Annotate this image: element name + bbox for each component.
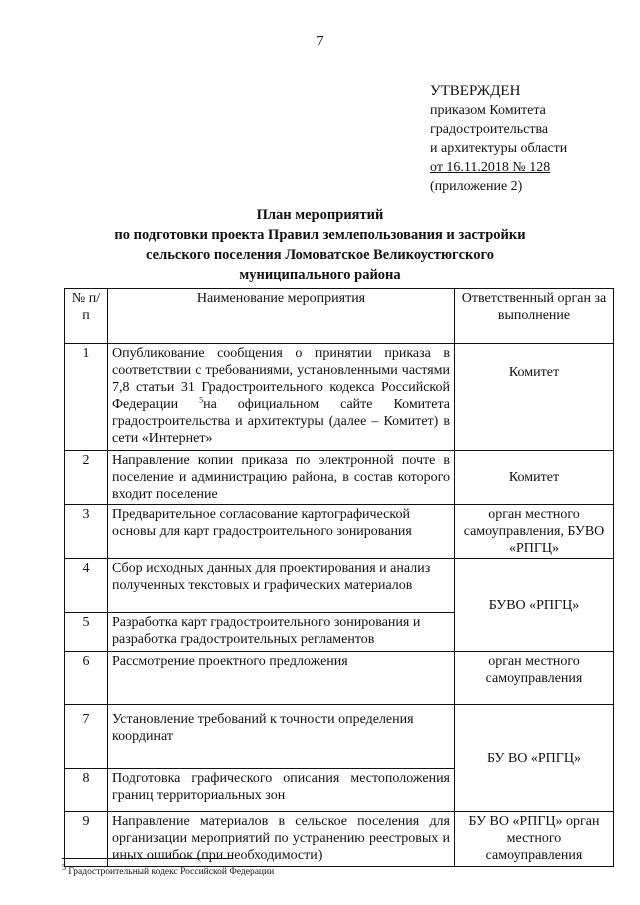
table-row bbox=[65, 344, 614, 451]
header-num: № п/п bbox=[65, 289, 108, 344]
row-name-part: Опубликование сообщения о принятии приказа в соответствии с требованиями, установленными частями 7,8 статьи 31 Градостроительного кодекса Российской Федерации bbox=[112, 346, 450, 412]
title-line: по подготовки проекта Правил землепользования и застройки bbox=[114, 227, 526, 243]
row-name: Предварительное согласование картографической основы для карт градостроительного зонирования bbox=[108, 505, 455, 559]
row-num: 7 bbox=[65, 705, 108, 769]
row-num: 2 bbox=[65, 451, 108, 505]
approval-line: приказом Комитета bbox=[430, 103, 546, 118]
table-row bbox=[65, 451, 614, 505]
table-row bbox=[65, 705, 614, 769]
approval-line: градостроительства bbox=[430, 122, 549, 137]
row-num: 4 bbox=[65, 559, 108, 613]
row-name: Направление копии приказа по электронной почте в поселение и администрацию района, в состав которого входит поселение bbox=[108, 451, 455, 505]
row-name: Направление материалов в сельское поселения для организации мероприятий по устранению реестровых и иных ошибок (при необходимости) bbox=[108, 812, 455, 867]
row-org: орган местного самоуправления bbox=[455, 652, 614, 705]
page-number: 7 bbox=[316, 34, 324, 49]
document-title bbox=[60, 205, 580, 285]
title-line: муниципального района bbox=[239, 267, 401, 283]
row-name: Подготовка графического описания местоположения границ территориальных зон bbox=[108, 769, 455, 812]
row-name: Сбор исходных данных для проектирования и анализ полученных текстовых и графических материалов bbox=[108, 559, 455, 613]
row-num: 9 bbox=[65, 812, 108, 867]
row-num: 1 bbox=[65, 344, 108, 451]
row-num: 3 bbox=[65, 505, 108, 559]
row-name-part: на официальном сайте Комитета градостроительства и архитектуры (далее – Комитет) в сети «Интернет» bbox=[112, 397, 451, 446]
table-row bbox=[65, 505, 614, 559]
row-name bbox=[108, 344, 455, 451]
row-org: орган местного самоуправления, БУВО «РПГЦ» bbox=[455, 505, 614, 559]
title-line: План мероприятий bbox=[256, 207, 384, 223]
row-org: БУ ВО «РПГЦ» орган местного самоуправления bbox=[455, 812, 614, 867]
row-name: Разработка карт градостроительного зонирования и разработка градостроительных регламентов bbox=[108, 613, 455, 652]
approval-line: и архитектуры области bbox=[430, 141, 568, 156]
footnote-mark: 5 bbox=[62, 862, 66, 872]
approval-date-number: от 16.11.2018 № 128 bbox=[430, 160, 551, 175]
plan-table bbox=[64, 288, 614, 867]
table-header-row bbox=[65, 289, 614, 344]
row-org: БУВО «РПГЦ» bbox=[455, 559, 614, 652]
title-line: сельского поселения Ломоватское Великоустюгского bbox=[146, 247, 494, 263]
header-org: Ответственный орган за выполнение bbox=[455, 289, 614, 344]
footnote-ref: 5 bbox=[199, 395, 204, 405]
row-name: Рассмотрение проектного предложения bbox=[108, 652, 455, 705]
table-row bbox=[65, 559, 614, 613]
approval-appendix: (приложение 2) bbox=[430, 179, 523, 194]
header-name: Наименование мероприятия bbox=[108, 289, 455, 344]
row-org: БУ ВО «РПГЦ» bbox=[455, 705, 614, 812]
approval-heading: УТВЕРЖДЕН bbox=[430, 83, 521, 99]
footnote-text: Градостроительный кодекс Российской Федерации bbox=[68, 867, 275, 877]
row-num: 8 bbox=[65, 769, 108, 812]
approval-stamp bbox=[430, 82, 567, 196]
row-org: Комитет bbox=[455, 344, 614, 451]
row-num: 5 bbox=[65, 613, 108, 652]
footnote-divider bbox=[62, 858, 232, 859]
footnote bbox=[62, 862, 275, 877]
row-name: Установление требований к точности определения координат bbox=[108, 705, 455, 769]
table-row bbox=[65, 652, 614, 705]
row-org: Комитет bbox=[455, 451, 614, 505]
row-num: 6 bbox=[65, 652, 108, 705]
